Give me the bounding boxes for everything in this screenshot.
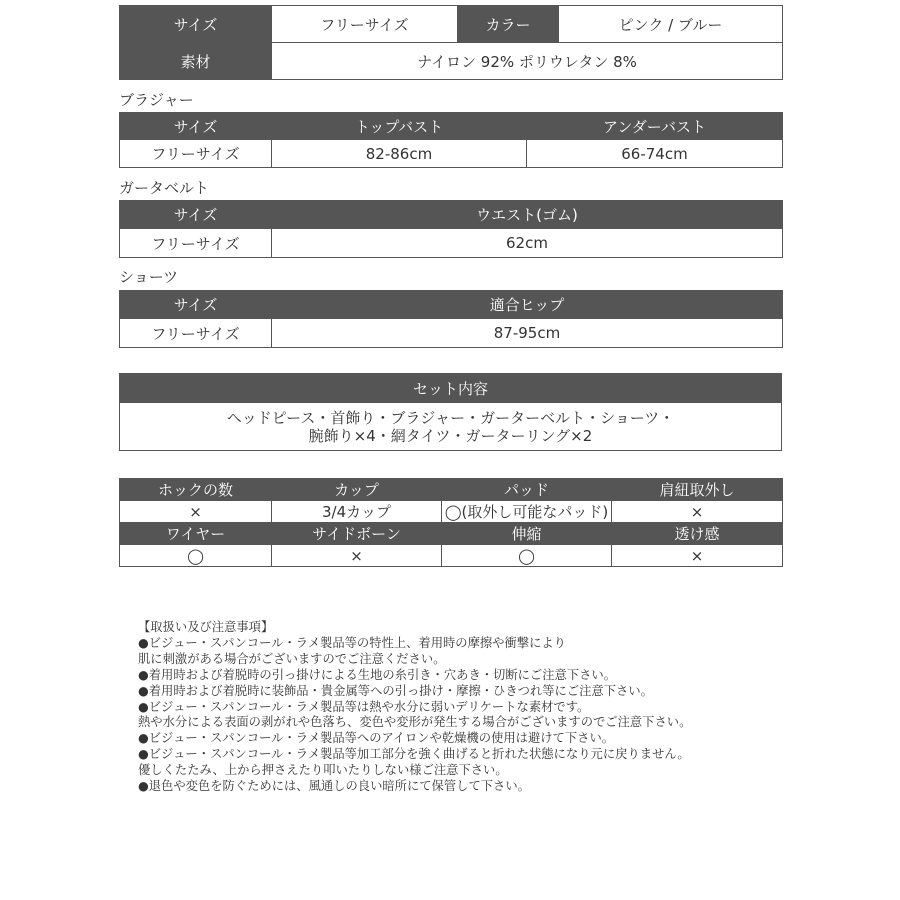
care-note-line: ●ビジュー・スパンコール・ラメ製品等の特性上、着用時の摩擦や衝撃により (138, 635, 566, 650)
bra-top-bust-header: トップバスト (272, 113, 527, 140)
set-contents-table (119, 373, 782, 451)
bra-size-header: サイズ (120, 113, 272, 140)
wire-header: ワイヤー (120, 523, 272, 545)
garter-waist-header: ウエスト(ゴム) (272, 201, 783, 229)
bra-size-table (119, 112, 783, 168)
care-note-line: 優しくたたみ、上から押さえたり叩いたりしない様ご注意下さい。 (138, 763, 508, 778)
wire-value: ◯ (120, 545, 272, 567)
shorts-value-row (120, 319, 783, 348)
shorts-section-title: ショーツ (119, 268, 179, 286)
care-notes-title: 【取扱い及び注意事項】 (138, 620, 274, 634)
features-table (119, 478, 783, 567)
shorts-header-row (120, 291, 783, 319)
shorts-size-value: フリーサイズ (120, 319, 272, 348)
set-contents-line-1: ヘッドピース・首飾り・ブラジャー・ガーターベルト・ショーツ・ (226, 408, 675, 427)
cup-value: 3/4カップ (272, 501, 442, 523)
shorts-hip-header: 適合ヒップ (272, 291, 783, 319)
shorts-size-header: サイズ (120, 291, 272, 319)
spec-table (119, 5, 783, 80)
see-through-value: × (612, 545, 783, 567)
garter-size-header: サイズ (120, 201, 272, 229)
pad-header: パッド (442, 479, 612, 501)
set-value-row (120, 403, 782, 451)
features-value-row-2 (120, 545, 783, 567)
bra-header-row (120, 113, 783, 140)
shorts-size-table (119, 290, 783, 348)
size-value: フリーサイズ (272, 6, 458, 43)
care-note-line: 熱や水分による表面の剥がれや色落ち、変色や変形が発生する場合がございますのでご注意下さい。 (138, 715, 692, 730)
shorts-hip-value: 87-95cm (272, 319, 783, 348)
garter-size-table (119, 200, 783, 258)
set-contents-header: セット内容 (120, 374, 782, 403)
set-contents-value (120, 403, 782, 451)
garter-value-row (120, 229, 783, 258)
care-note-line: ●着用時および着脱時の引っ掛けによる生地の糸引き・穴あき・切断にご注意下さい。 (138, 667, 617, 682)
features-header-row-1 (120, 479, 783, 501)
set-contents-line-2: 腕飾り×4・網タイツ・ガーターリング×2 (308, 426, 593, 445)
set-header-row (120, 374, 782, 403)
care-note-line: 肌に刺激がある場合がございますのでご注意ください。 (138, 651, 446, 666)
garter-section-title: ガータベルト (119, 179, 210, 197)
color-value: ピンク / ブルー (559, 6, 783, 43)
bra-under-bust-value: 66-74cm (527, 140, 783, 168)
hook-count-value: × (120, 501, 272, 523)
size-header: サイズ (120, 6, 272, 43)
garter-size-value: フリーサイズ (120, 229, 272, 258)
care-note-line: ●ビジュー・スパンコール・ラメ製品等加工部分を強く曲げると折れた状態になり元に戻りません。 (138, 747, 690, 762)
strap-removable-header: 肩紐取外し (612, 479, 783, 501)
bra-top-bust-value: 82-86cm (272, 140, 527, 168)
material-value: ナイロン 92% ポリウレタン 8% (272, 43, 783, 80)
care-note-line: ●着用時および着脱時に装飾品・貴金属等への引っ掛け・摩擦・ひきつれ等にご注意下さい。 (138, 683, 653, 698)
garter-waist-value: 62cm (272, 229, 783, 258)
spec-row-material (120, 43, 783, 80)
spec-row-size-color (120, 6, 783, 43)
side-bone-header: サイドボーン (272, 523, 442, 545)
side-bone-value: × (272, 545, 442, 567)
cup-header: カップ (272, 479, 442, 501)
care-note-line: ●ビジュー・スパンコール・ラメ製品等へのアイロンや乾燥機の使用は避けて下さい。 (138, 731, 615, 746)
bra-value-row (120, 140, 783, 168)
stretch-value: ◯ (442, 545, 612, 567)
hook-count-header: ホックの数 (120, 479, 272, 501)
stretch-header: 伸縮 (442, 523, 612, 545)
features-header-row-2 (120, 523, 783, 545)
care-note-line: ●ビジュー・スパンコール・ラメ製品等は熱や水分に弱いデリケートな素材です。 (138, 699, 590, 714)
strap-removable-value: × (612, 501, 783, 523)
bra-section-title: ブラジャー (119, 91, 194, 109)
care-notes (138, 620, 691, 795)
bra-under-bust-header: アンダーバスト (527, 113, 783, 140)
bra-size-value: フリーサイズ (120, 140, 272, 168)
care-note-line: ●退色や変色を防ぐためには、風通しの良い暗所にて保管して下さい。 (138, 779, 530, 794)
material-header: 素材 (120, 43, 272, 80)
pad-value: ◯(取外し可能なパッド) (442, 501, 612, 523)
color-header: カラー (458, 6, 559, 43)
features-value-row-1 (120, 501, 783, 523)
garter-header-row (120, 201, 783, 229)
see-through-header: 透け感 (612, 523, 783, 545)
